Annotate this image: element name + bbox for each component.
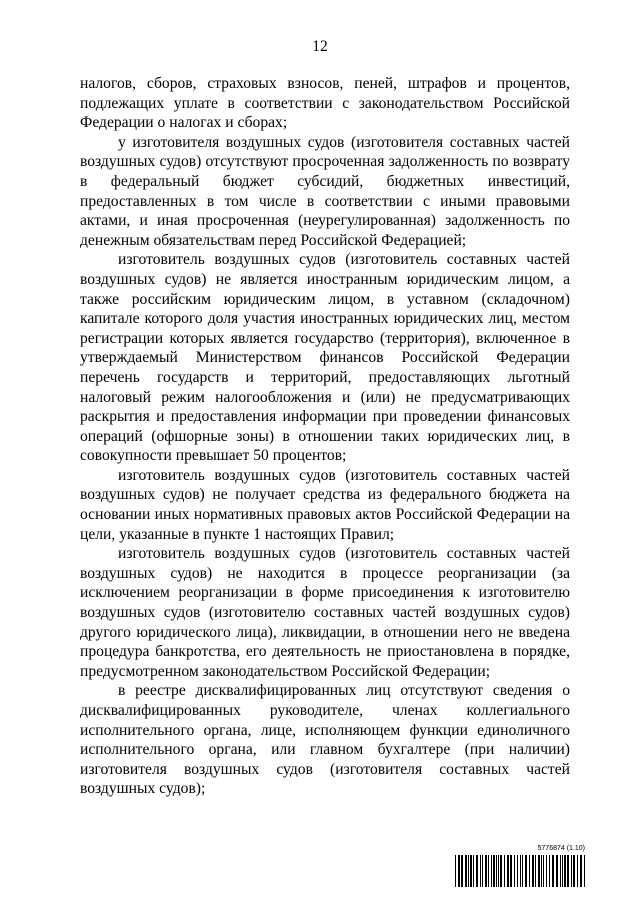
- paragraph-no-other-funds: изготовитель воздушных судов (изготовитель составных частей воздушных судов) не получает средства из федерального бюджета на основании иных нормативных правовых актов Российской Федерации на цели, указанные в пункте 1 настоящих Правил;: [80, 466, 570, 543]
- paragraph-no-reorganization: изготовитель воздушных судов (изготовитель составных частей воздушных судов) не находится в процессе реорганизации (за исключением реорганизации в форме присоединения к изготовителю воздушных судов (изготовителю составных частей воздушных судов) другого юридического лица), ликвидации, в отношении него не введена процедура банкротства, его деятельность не приостановлена в порядке, предусмотренном законодательством Российской Федерации;: [80, 545, 570, 680]
- paragraph-no-debt: у изготовителя воздушных судов (изготовителя составных частей воздушных судов) отсутствуют просроченная задолженность по возврату в федеральный бюджет субсидий, бюджетных инвестиций, предоставленных в том числе в соответствии с иными правовыми актами, и иная просроченная (неурегулированная) задолженность по денежным обязательствам перед Российской Федерацией;: [80, 133, 570, 249]
- document-body: [80, 74, 570, 799]
- page-number: 12: [312, 38, 328, 55]
- document-footer: [455, 845, 585, 891]
- barcode-image: [455, 855, 585, 887]
- paragraph-disqualified-registry: в реестре дисквалифицированных лиц отсутствуют сведения о дисквалифицированных руководителе, членах коллегиального исполнительного органа, лице, исполняющем функции единоличного исполнительного органа, или главном бухгалтере (при наличии) изготовителя воздушных судов (изготовителя составных частей воздушных судов);: [80, 682, 570, 798]
- paragraph-not-foreign: изготовитель воздушных судов (изготовитель составных частей воздушных судов) не является иностранным юридическим лицом, а также российским юридическим лицом, в уставном (складочном) капитале которого доля участия иностранных юридических лиц, местом регистрации которых является государство (территория), включенное в утверждаемый Министерством финансов Российской Федерации перечень государств и территорий, предоставляющих льготный налоговый режим налогообложения и (или) не предусматривающих раскрытия и предоставления информации при проведении финансовых операций (офшорные зоны) в отношении таких юридических лиц, в совокупности превышает 50 процентов;: [80, 251, 570, 465]
- paragraph-continuation: налогов, сборов, страховых взносов, пеней, штрафов и процентов, подлежащих уплате в соответствии с законодательством Российской Федерации о налогах и сборах;: [80, 75, 570, 132]
- barcode-label: 5776874 (1.10): [537, 845, 585, 852]
